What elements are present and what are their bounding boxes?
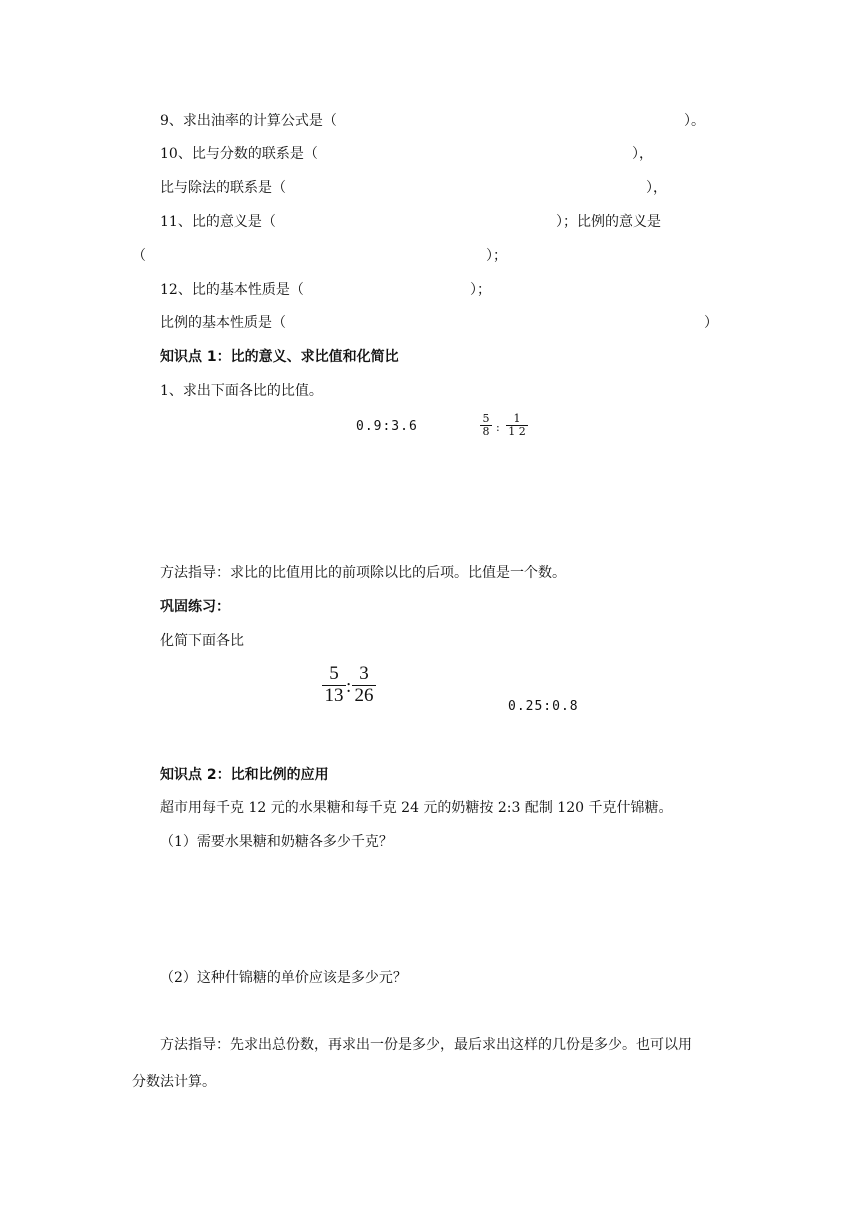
q10-end: ）， (632, 146, 653, 162)
q10-label-2: 比与除法的联系是（ (160, 180, 286, 196)
kp1-method: 方法指导：求比的比值用比的前项除以比的后项。比值是一个数。 (160, 565, 566, 581)
ratio-colon: : (496, 421, 500, 434)
practice-task: 化简下面各比 (160, 633, 244, 649)
q12-label: 12、比的基本性质是（ (160, 282, 304, 298)
fraction-numerator: 5 (482, 412, 490, 425)
q12-end: ）； (470, 282, 491, 298)
ratio-expression-2: 0.25:0.8 (508, 699, 579, 714)
kp2-question-2: （2）这种什锦糖的单价应该是多少元？ (160, 970, 407, 986)
q10-label: 10、比与分数的联系是（ (160, 146, 318, 162)
fraction-3-26 (352, 664, 376, 707)
ratio-colon: : (346, 676, 352, 697)
q11-mid: ）；比例的意义是 (556, 214, 661, 230)
fraction-numerator: 5 (329, 663, 339, 684)
kp2-method-line-2: 分数法计算。 (132, 1074, 216, 1090)
fraction-denominator: 1 2 (508, 425, 526, 439)
q11-label: 11、比的意义是（ (160, 214, 276, 230)
kp2-method-line-1: 方法指导：先求出总份数，再求出一份是多少，最后求出这样的几份是多少。也可以用 (160, 1037, 692, 1053)
kp2-title: 知识点 2：比和比例的应用 (160, 767, 329, 783)
kp2-question-1: （1）需要水果糖和奶糖各多少千克？ (160, 834, 393, 850)
kp2-problem: 超市用每千克 12 元的水果糖和每千克 24 元的奶糖按 2:3 配制 120 千克什锦糖。 (160, 800, 673, 816)
fraction-denominator: 26 (354, 684, 374, 706)
fraction-1-12 (506, 413, 528, 438)
kp1-title: 知识点 1：比的意义、求比值和化简比 (160, 349, 399, 365)
fraction-5-13 (322, 664, 346, 707)
ratio-expression-1: 0.9:3.6 (356, 419, 418, 434)
q9-label: 9、求出油率的计算公式是（ (160, 113, 337, 129)
q11-open: （ (132, 248, 146, 264)
q12-end-2: ） (704, 315, 718, 331)
q9-end: ）。 (684, 113, 705, 129)
fraction-denominator: 8 (482, 425, 490, 439)
kp1-exercise: 1、求出下面各比的比值。 (160, 383, 323, 399)
q10-end-2: ）， (646, 180, 667, 196)
q11-end: ）； (486, 248, 507, 264)
fraction-denominator: 13 (324, 684, 344, 706)
q12-label-2: 比例的基本性质是（ (160, 315, 286, 331)
fraction-numerator: 1 (513, 412, 521, 425)
fraction-numerator: 3 (359, 663, 369, 684)
practice-title: 巩固练习： (160, 599, 230, 615)
fraction-5-8 (480, 413, 492, 438)
